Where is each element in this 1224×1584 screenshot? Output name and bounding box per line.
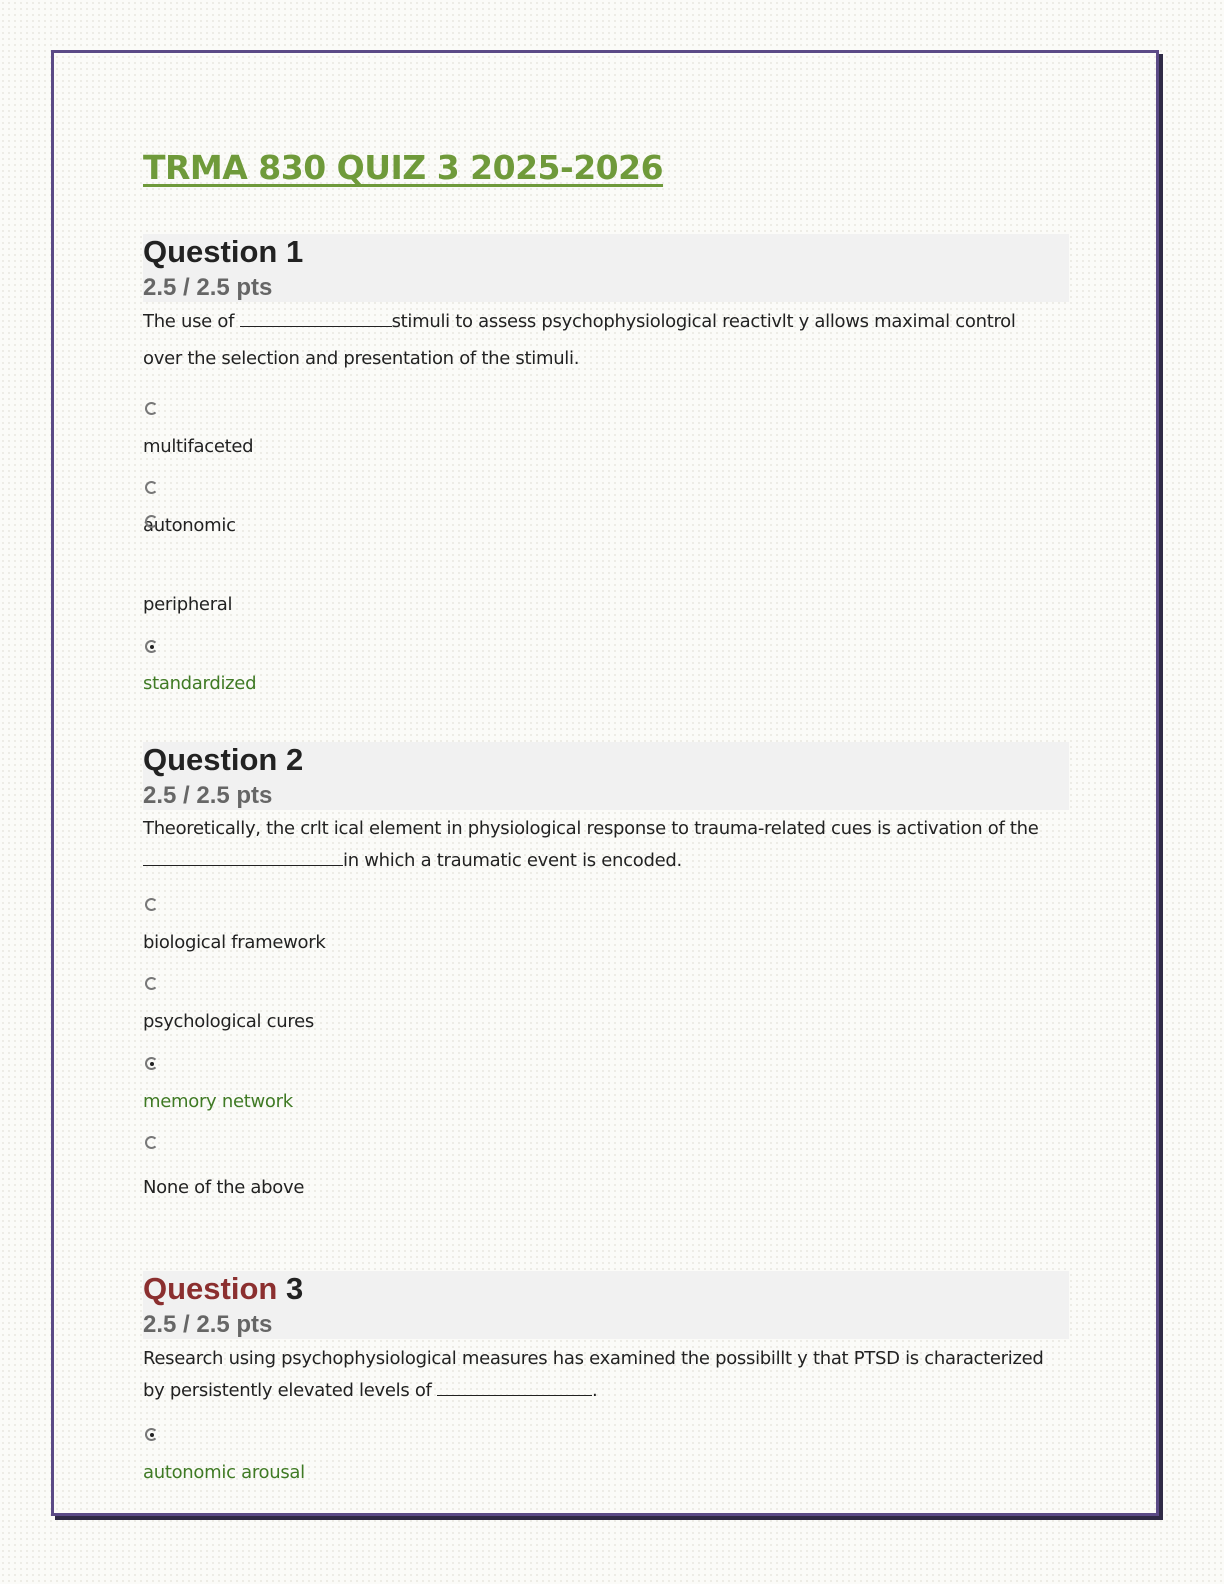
q1-option-2-radio[interactable]	[145, 481, 158, 494]
question-3-text-line2: by persistently elevated levels of .	[143, 1380, 598, 1401]
answer-blank	[143, 849, 343, 866]
question-3-title: Question 3	[143, 1271, 304, 1306]
question-2-text-line2: in which a traumatic event is encoded.	[143, 849, 1063, 871]
q2-option-4-label[interactable]: None of the above	[143, 1177, 305, 1198]
question-2-points: 2.5 / 2.5 pts	[143, 782, 273, 809]
question-2-text: Theoretically, the crlt ical element in physiological response to trauma-related cues is activation of the	[143, 818, 1039, 839]
q2-option-2-label[interactable]: psychological cures	[143, 1011, 314, 1032]
q1-option-1-radio[interactable]	[145, 402, 158, 415]
q1-option-4-radio-selected[interactable]	[145, 640, 158, 653]
q3-option-1-radio-selected[interactable]	[145, 1428, 158, 1441]
question-1-points: 2.5 / 2.5 pts	[143, 274, 273, 301]
question-3-header	[143, 1271, 1069, 1339]
q3-option-1-label-correct[interactable]: autonomic arousal	[143, 1462, 305, 1483]
question-1-header	[143, 234, 1069, 302]
q1-option-3-radio[interactable]	[145, 515, 158, 528]
question-3-points: 2.5 / 2.5 pts	[143, 1311, 273, 1338]
question-3-text: Research using psychophysiological measures has examined the possibillt y that PTSD is characterized	[143, 1348, 1044, 1369]
q1-option-4-label-correct[interactable]: standardized	[143, 673, 257, 694]
q2-option-1-label[interactable]: biological framework	[143, 932, 326, 953]
q1-option-2-label[interactable]: autonomic	[143, 515, 236, 536]
question-1-text-line2: over the selection and presentation of the stimuli.	[143, 348, 580, 369]
question-1-title: Question 1	[143, 234, 304, 269]
q2-option-2-radio[interactable]	[145, 977, 158, 990]
q2-option-1-radio[interactable]	[145, 898, 158, 911]
q2-option-3-label-correct[interactable]: memory network	[143, 1091, 293, 1112]
document-title: TRMA 830 QUIZ 3 2025-2026	[143, 148, 664, 187]
question-2-header	[143, 742, 1069, 810]
question-2-title: Question 2	[143, 742, 304, 777]
q1-option-1-label[interactable]: multifaceted	[143, 436, 254, 457]
q1-option-3-label[interactable]: peripheral	[143, 594, 233, 615]
q2-option-4-radio[interactable]	[145, 1136, 158, 1149]
question-1-text: The use of stimuli to assess psychophysiological reactivlt y allows maximal control	[143, 311, 1016, 332]
q2-option-3-radio-selected[interactable]	[145, 1057, 158, 1070]
answer-blank	[240, 310, 392, 327]
answer-blank	[437, 1379, 592, 1396]
